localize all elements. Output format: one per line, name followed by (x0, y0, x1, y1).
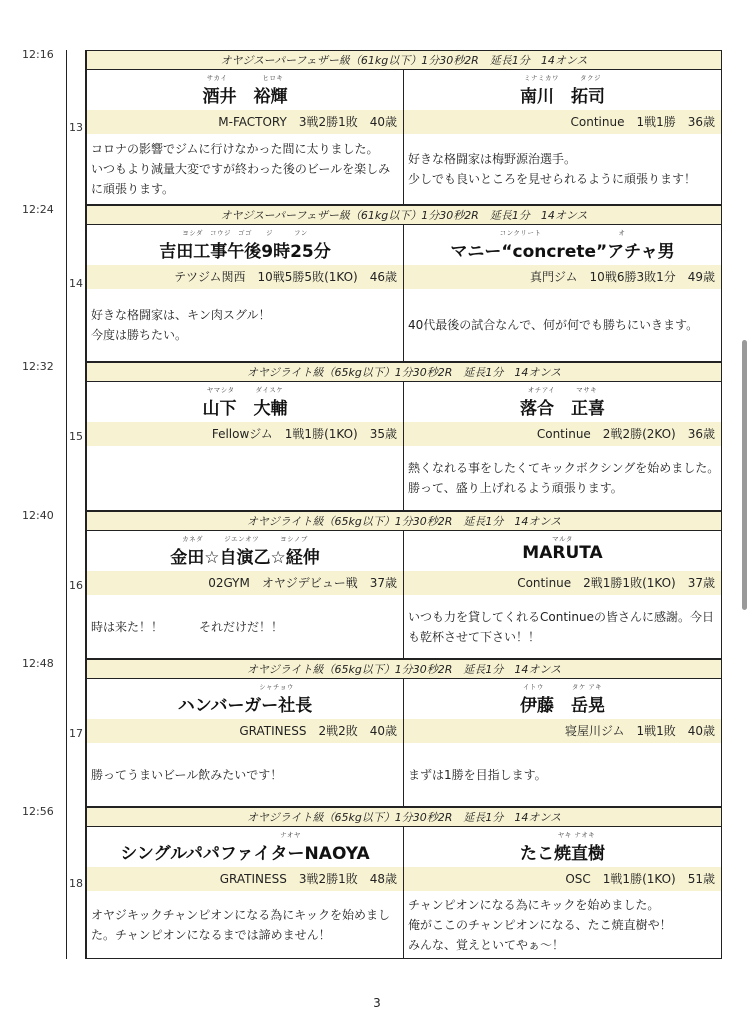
scrollbar-thumb[interactable] (742, 340, 747, 610)
red-corner-fighter (86, 679, 404, 807)
weight-class-header: オヤジスーパーフェザー級（61kg以下）1分30秒2R 延長1分 14オンス (86, 50, 722, 70)
name-reading: イトウ タケ アキ (522, 683, 603, 691)
fighter-comment: コロナの影響でジムに行けなかった間に太りました。 いつもより減量大変ですが終わった後のビールを楽しみに頑張ります。 (91, 142, 391, 196)
fighter-record: OSC 1戦1勝(1KO) 51歳 (404, 867, 721, 891)
weight-class-header: オヤジライト級（65kg以下）1分30秒2R 延長1分 14オンス (86, 659, 722, 679)
fighter-record: Continue 1戦1勝 36歳 (404, 110, 721, 134)
fighter-name: シングルパパファイターNAOYA (120, 844, 370, 864)
bout-number: 15 (66, 362, 86, 511)
name-reading: カネダ ジエンオツ ヨシノブ (182, 535, 308, 543)
fighter-name: 金田☆自演乙☆経伸 (170, 548, 320, 568)
name-reading: ヤキ ナオキ (529, 831, 596, 839)
fighter-comment: いつも力を貸してくれるContinueの皆さんに感謝。今日も乾杯させて下さい！！ (408, 609, 714, 644)
bout-number: 14 (66, 205, 86, 362)
fighter-record: Fellowジム 1戦1勝(1KO) 35歳 (87, 422, 403, 446)
bout-number: 18 (66, 807, 86, 959)
fighter-comment: チャンピオンになる為にキックを始めました。 俺がここのチャンピオンになる、たこ焼直樹や！ みんな、覚えといてやぁ～！ (408, 897, 672, 952)
blue-corner-fighter (404, 679, 722, 807)
blue-corner-fighter (404, 70, 722, 205)
fighter-comment: 時は来た！！ それだけだ！！ (91, 619, 284, 634)
bout-row (0, 50, 754, 205)
fighter-name: たこ焼直樹 (520, 844, 605, 864)
bout-time: 12:32 (22, 360, 54, 373)
name-reading: ナオヤ (189, 831, 301, 839)
name-reading: ヤマシタ ダイスケ (206, 386, 284, 394)
name-reading: オチアイ マサキ (527, 386, 598, 394)
fighter-name: 伊藤 岳晃 (520, 696, 605, 716)
fighter-name: 南川 拓司 (520, 87, 605, 107)
weight-class-header: オヤジライト級（65kg以下）1分30秒2R 延長1分 14オンス (86, 362, 722, 382)
fighter-record: 寝屋川ジム 1戦1敗 40歳 (404, 719, 721, 743)
fighter-comment: 好きな格闘家は梅野源治選手。 少しでも良いところを見せられるように頑張ります！ (408, 152, 697, 186)
fighter-name: MARUTA (522, 543, 603, 563)
fighter-comment: 好きな格闘家は、キン肉スグル！ 今度は勝ちたい。 (91, 308, 271, 342)
fighter-name: 山下 大輔 (202, 399, 288, 419)
blue-corner-fighter (404, 827, 722, 959)
bout-row (0, 205, 754, 362)
fighter-record: GRATINESS 2戦2敗 40歳 (87, 719, 403, 743)
fighter-record: Continue 2戦1勝1敗(1KO) 37歳 (404, 571, 721, 595)
name-reading: ミナミカワ タクジ (524, 74, 601, 82)
fighter-comment: 勝ってうまいビール飲みたいです！ (91, 767, 283, 782)
red-corner-fighter (86, 827, 404, 959)
bout-number: 17 (66, 659, 86, 807)
fighter-name: 酒井 裕輝 (202, 87, 288, 107)
fighter-name: 落合 正喜 (520, 399, 605, 419)
fighter-comment: オヤジキックチャンピオンになる為にキックを始めました。チャンピオンになるまでは諦めません！ (91, 907, 391, 942)
weight-class-header: オヤジスーパーフェザー級（61kg以下）1分30秒2R 延長1分 14オンス (86, 205, 722, 225)
red-corner-fighter (86, 70, 404, 205)
bout-row (0, 511, 754, 659)
bout-time: 12:48 (22, 657, 54, 670)
bout-time: 12:16 (22, 48, 54, 61)
blue-corner-fighter (404, 531, 722, 659)
bout-row (0, 807, 754, 959)
bout-number: 16 (66, 511, 86, 659)
bout-time: 12:24 (22, 203, 54, 216)
bout-row (0, 362, 754, 511)
name-reading: シャチョウ (196, 683, 294, 691)
red-corner-fighter (86, 382, 404, 511)
fighter-record: Continue 2戦2勝(2KO) 36歳 (404, 422, 721, 446)
fighter-record: 02GYM オヤジデビュー戦 37歳 (87, 571, 403, 595)
name-reading: サカイ ヒロキ (206, 74, 284, 82)
red-corner-fighter (86, 225, 404, 362)
red-corner-fighter (86, 531, 404, 659)
fighter-record: M-FACTORY 3戦2勝1敗 40歳 (87, 110, 403, 134)
weight-class-header: オヤジライト級（65kg以下）1分30秒2R 延長1分 14オンス (86, 807, 722, 827)
fighter-name: マニー“concrete”アチャ男 (450, 242, 675, 262)
fighter-comment: 熱くなれる事をしたくてキックボクシングを始めました。 勝って、盛り上げれるよう頑張ります。 (408, 461, 726, 495)
bout-number: 13 (66, 50, 86, 205)
fighter-comment: まずは1勝を目指します。 (408, 767, 547, 782)
page-number: 3 (373, 996, 381, 1010)
fighter-record: 真門ジム 10戦6勝3敗1分 49歳 (404, 265, 721, 289)
bout-time: 12:56 (22, 805, 54, 818)
weight-class-header: オヤジライト級（65kg以下）1分30秒2R 延長1分 14オンス (86, 511, 722, 531)
blue-corner-fighter (404, 382, 726, 511)
blue-corner-fighter (404, 225, 722, 362)
fighter-name: ハンバーガー社長 (177, 696, 313, 716)
fighter-name: 吉田工事午後9時25分 (159, 242, 331, 262)
bout-time: 12:40 (22, 509, 54, 522)
name-reading: コンクリート オ (499, 229, 626, 237)
name-reading: マルタ (552, 535, 573, 543)
fighter-comment: 40代最後の試合なんで、何が何でも勝ちにいきます。 (408, 318, 699, 332)
fighter-record: テツジム関西 10戦5勝5敗(1KO) 46歳 (87, 265, 403, 289)
name-reading: ヨシダ コウジ ゴゴ ジ フン (182, 229, 308, 237)
fighter-record: GRATINESS 3戦2勝1敗 48歳 (87, 867, 403, 891)
fighter-comment (91, 448, 399, 508)
bout-row (0, 659, 754, 807)
